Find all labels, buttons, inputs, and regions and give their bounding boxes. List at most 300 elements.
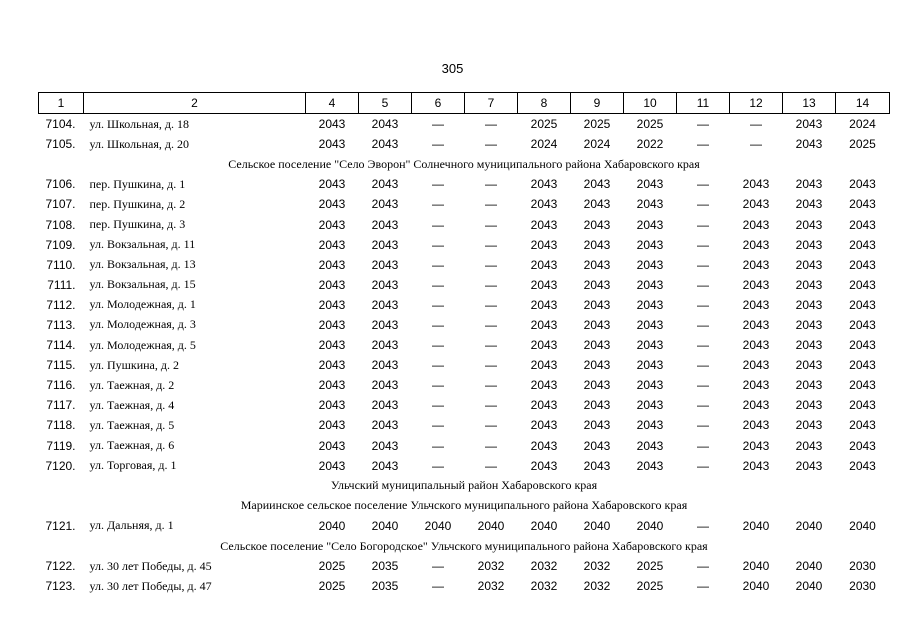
- value-cell: 2043: [636, 197, 664, 212]
- value-cell: —: [697, 579, 709, 594]
- value-cell: 2035: [371, 559, 399, 574]
- value-cell: 2043: [371, 177, 399, 192]
- value-cell: —: [432, 338, 444, 353]
- row-number: 7110.: [46, 257, 76, 272]
- value-cell: —: [485, 338, 497, 353]
- value-cell: 2043: [318, 197, 346, 212]
- value-cell: 2043: [849, 358, 876, 373]
- value-cell: 2024: [530, 137, 558, 152]
- table-row: [39, 174, 890, 194]
- value-cell: 2043: [636, 418, 664, 433]
- section-row: [39, 154, 890, 174]
- address-cell: пер. Пушкина, д. 1: [89, 176, 186, 191]
- value-cell: 2043: [742, 257, 770, 272]
- value-cell: 2043: [849, 257, 876, 272]
- row-number: 7104.: [45, 117, 76, 132]
- value-cell: 2043: [742, 317, 770, 332]
- value-cell: —: [485, 458, 497, 473]
- value-cell: —: [697, 117, 709, 132]
- value-cell: 2043: [849, 418, 876, 433]
- value-cell: 2043: [636, 217, 664, 232]
- value-cell: —: [485, 197, 497, 212]
- value-cell: 2043: [371, 378, 399, 393]
- value-cell: 2043: [636, 317, 664, 332]
- value-cell: 2043: [636, 458, 664, 473]
- value-cell: 2043: [530, 297, 558, 312]
- column-header: 12: [730, 93, 783, 114]
- value-cell: —: [485, 117, 497, 132]
- value-cell: 2043: [742, 277, 770, 292]
- value-cell: 2043: [530, 378, 558, 393]
- value-cell: 2043: [371, 398, 399, 413]
- row-number: 7119.: [46, 438, 76, 453]
- value-cell: 2024: [849, 117, 876, 132]
- value-cell: 2043: [795, 117, 823, 132]
- value-cell: 2043: [583, 217, 611, 232]
- row-number: 7106.: [45, 177, 76, 192]
- value-cell: 2043: [583, 338, 611, 353]
- value-cell: 2043: [371, 458, 399, 473]
- value-cell: 2032: [583, 559, 611, 574]
- value-cell: —: [485, 418, 497, 433]
- row-number: 7107.: [45, 197, 76, 212]
- value-cell: —: [485, 277, 497, 292]
- value-cell: 2043: [795, 378, 823, 393]
- value-cell: 2043: [742, 197, 770, 212]
- value-cell: —: [750, 117, 762, 132]
- value-cell: —: [485, 257, 497, 272]
- value-cell: 2043: [795, 197, 823, 212]
- value-cell: 2043: [795, 438, 823, 453]
- section-row: [39, 536, 890, 556]
- row-number: 7111.: [47, 277, 76, 292]
- value-cell: 2043: [636, 398, 664, 413]
- value-cell: —: [697, 257, 709, 272]
- value-cell: 2043: [530, 197, 558, 212]
- value-cell: 2043: [849, 297, 876, 312]
- value-cell: —: [485, 217, 497, 232]
- value-cell: —: [697, 237, 709, 252]
- value-cell: —: [432, 197, 444, 212]
- table-row: [39, 355, 890, 375]
- address-cell: ул. Вокзальная, д. 13: [89, 257, 196, 272]
- address-cell: ул. Молодежная, д. 3: [89, 317, 196, 332]
- value-cell: 2040: [424, 518, 452, 533]
- value-cell: 2043: [795, 297, 823, 312]
- value-cell: 2040: [795, 559, 823, 574]
- value-cell: 2043: [795, 137, 823, 152]
- value-cell: 2043: [318, 358, 346, 373]
- value-cell: 2040: [742, 559, 770, 574]
- address-cell: ул. Молодежная, д. 5: [89, 337, 196, 352]
- value-cell: 2043: [318, 378, 346, 393]
- value-cell: —: [697, 317, 709, 332]
- value-cell: 2043: [530, 177, 558, 192]
- value-cell: 2040: [795, 518, 823, 533]
- value-cell: —: [432, 458, 444, 473]
- value-cell: 2043: [530, 317, 558, 332]
- value-cell: —: [697, 137, 709, 152]
- column-header: 11: [677, 93, 730, 114]
- value-cell: 2043: [318, 257, 346, 272]
- value-cell: 2043: [318, 217, 346, 232]
- value-cell: 2043: [795, 358, 823, 373]
- value-cell: 2043: [583, 177, 611, 192]
- value-cell: 2043: [795, 277, 823, 292]
- column-header: 13: [783, 93, 836, 114]
- row-number: 7122.: [45, 559, 76, 574]
- value-cell: 2040: [742, 579, 770, 594]
- value-cell: 2043: [795, 237, 823, 252]
- table-body: [39, 114, 890, 597]
- value-cell: 2043: [742, 297, 770, 312]
- value-cell: 2043: [795, 217, 823, 232]
- value-cell: 2025: [636, 579, 664, 594]
- value-cell: —: [432, 237, 444, 252]
- value-cell: 2043: [849, 177, 876, 192]
- value-cell: —: [697, 338, 709, 353]
- value-cell: —: [432, 418, 444, 433]
- value-cell: 2043: [742, 237, 770, 252]
- table-row: [39, 436, 890, 456]
- value-cell: —: [697, 358, 709, 373]
- value-cell: 2040: [742, 518, 770, 533]
- value-cell: 2043: [636, 237, 664, 252]
- value-cell: 2040: [371, 518, 399, 533]
- address-cell: ул. Таежная, д. 6: [89, 438, 175, 453]
- value-cell: 2043: [849, 438, 876, 453]
- value-cell: —: [697, 277, 709, 292]
- value-cell: 2040: [636, 518, 664, 533]
- value-cell: 2043: [742, 358, 770, 373]
- address-cell: ул. Таежная, д. 2: [89, 377, 175, 392]
- value-cell: —: [697, 297, 709, 312]
- value-cell: 2043: [318, 277, 346, 292]
- value-cell: 2043: [636, 338, 664, 353]
- table-row: [39, 516, 890, 536]
- value-cell: 2043: [583, 438, 611, 453]
- value-cell: 2043: [849, 217, 876, 232]
- value-cell: 2043: [849, 378, 876, 393]
- table-row: [39, 335, 890, 355]
- row-number: 7108.: [45, 217, 76, 232]
- value-cell: 2043: [849, 398, 876, 413]
- value-cell: 2043: [530, 277, 558, 292]
- table-row: [39, 214, 890, 234]
- value-cell: —: [432, 177, 444, 192]
- value-cell: 2043: [636, 257, 664, 272]
- column-header: 1: [39, 93, 84, 114]
- value-cell: 2043: [371, 358, 399, 373]
- table-row: [39, 556, 890, 576]
- value-cell: 2043: [742, 217, 770, 232]
- table-row: [39, 456, 890, 476]
- value-cell: 2032: [477, 559, 505, 574]
- column-header: 4: [306, 93, 359, 114]
- value-cell: —: [432, 117, 444, 132]
- value-cell: 2032: [530, 559, 558, 574]
- value-cell: 2043: [530, 438, 558, 453]
- value-cell: —: [432, 217, 444, 232]
- table-row: [39, 375, 890, 395]
- value-cell: 2043: [795, 418, 823, 433]
- value-cell: —: [697, 177, 709, 192]
- value-cell: 2043: [795, 458, 823, 473]
- value-cell: —: [485, 137, 497, 152]
- value-cell: 2043: [530, 237, 558, 252]
- table-row: [39, 295, 890, 315]
- value-cell: 2043: [318, 237, 346, 252]
- table-row: [39, 315, 890, 335]
- column-header: 14: [836, 93, 890, 114]
- value-cell: 2040: [318, 518, 346, 533]
- value-cell: 2043: [318, 458, 346, 473]
- value-cell: 2043: [795, 317, 823, 332]
- value-cell: —: [432, 579, 444, 594]
- address-cell: пер. Пушкина, д. 3: [89, 217, 186, 232]
- value-cell: —: [697, 559, 709, 574]
- value-cell: 2043: [795, 257, 823, 272]
- value-cell: 2043: [318, 438, 346, 453]
- address-cell: ул. Молодежная, д. 1: [89, 297, 196, 312]
- value-cell: 2043: [318, 137, 346, 152]
- value-cell: 2043: [583, 237, 611, 252]
- address-cell: ул. Школьная, д. 20: [89, 136, 189, 151]
- value-cell: 2025: [636, 559, 664, 574]
- row-number: 7113.: [46, 317, 76, 332]
- value-cell: 2043: [583, 378, 611, 393]
- value-cell: 2043: [371, 277, 399, 292]
- section-row: [39, 496, 890, 516]
- value-cell: 2043: [742, 338, 770, 353]
- value-cell: 2030: [849, 559, 876, 574]
- row-number: 7115.: [46, 358, 76, 373]
- value-cell: 2043: [795, 177, 823, 192]
- value-cell: 2043: [583, 398, 611, 413]
- table-row: [39, 134, 890, 154]
- value-cell: 2043: [530, 358, 558, 373]
- value-cell: —: [485, 358, 497, 373]
- value-cell: —: [432, 559, 444, 574]
- value-cell: 2043: [371, 257, 399, 272]
- value-cell: 2043: [371, 197, 399, 212]
- column-header: 5: [359, 93, 412, 114]
- value-cell: 2043: [371, 237, 399, 252]
- value-cell: 2035: [371, 579, 399, 594]
- value-cell: 2040: [583, 518, 611, 533]
- value-cell: 2040: [530, 518, 558, 533]
- value-cell: 2043: [636, 438, 664, 453]
- value-cell: —: [697, 418, 709, 433]
- value-cell: 2024: [583, 137, 611, 152]
- value-cell: 2043: [636, 297, 664, 312]
- column-header: 6: [412, 93, 465, 114]
- row-number: 7109.: [45, 237, 76, 252]
- value-cell: 2043: [530, 418, 558, 433]
- value-cell: 2043: [371, 297, 399, 312]
- value-cell: 2043: [583, 197, 611, 212]
- table-row: [39, 576, 890, 596]
- value-cell: —: [697, 398, 709, 413]
- row-number: 7123.: [45, 579, 76, 594]
- value-cell: 2043: [849, 317, 876, 332]
- table-row: [39, 255, 890, 275]
- value-cell: 2043: [849, 197, 876, 212]
- value-cell: —: [697, 518, 709, 533]
- value-cell: 2043: [371, 438, 399, 453]
- row-number: 7117.: [46, 398, 76, 413]
- address-cell: ул. Вокзальная, д. 11: [89, 237, 196, 252]
- column-header: 8: [518, 93, 571, 114]
- value-cell: —: [485, 438, 497, 453]
- value-cell: 2043: [530, 257, 558, 272]
- value-cell: 2040: [795, 579, 823, 594]
- value-cell: 2043: [583, 257, 611, 272]
- table-row: [39, 275, 890, 295]
- value-cell: 2043: [318, 338, 346, 353]
- section-title: Сельское поселение "Село Богородское" Ульчского муниципального района Хабаровского края: [220, 538, 708, 553]
- address-cell: ул. Таежная, д. 4: [89, 397, 175, 412]
- row-number: 7118.: [46, 418, 76, 433]
- value-cell: 2025: [318, 559, 346, 574]
- value-cell: —: [432, 297, 444, 312]
- value-cell: 2043: [636, 177, 664, 192]
- value-cell: —: [485, 237, 497, 252]
- value-cell: 2043: [583, 297, 611, 312]
- value-cell: 2043: [371, 137, 399, 152]
- value-cell: —: [485, 317, 497, 332]
- value-cell: 2043: [742, 418, 770, 433]
- value-cell: 2043: [636, 378, 664, 393]
- value-cell: 2043: [530, 338, 558, 353]
- row-number: 7114.: [46, 338, 76, 353]
- address-cell: ул. Пушкина, д. 2: [89, 357, 179, 372]
- value-cell: 2043: [795, 398, 823, 413]
- value-cell: —: [485, 177, 497, 192]
- value-cell: 2043: [742, 458, 770, 473]
- value-cell: 2043: [849, 237, 876, 252]
- value-cell: —: [697, 197, 709, 212]
- column-header: 7: [465, 93, 518, 114]
- value-cell: 2043: [742, 378, 770, 393]
- value-cell: —: [432, 438, 444, 453]
- value-cell: 2043: [795, 338, 823, 353]
- value-cell: 2043: [371, 338, 399, 353]
- value-cell: 2043: [530, 217, 558, 232]
- value-cell: —: [432, 317, 444, 332]
- section-title: Мариинское сельское поселение Ульчского муниципального района Хабаровского края: [240, 498, 688, 513]
- table-row: [39, 235, 890, 255]
- value-cell: 2025: [849, 137, 876, 152]
- value-cell: 2043: [636, 277, 664, 292]
- row-number: 7112.: [46, 297, 76, 312]
- table-header-row: [39, 93, 890, 114]
- value-cell: —: [485, 378, 497, 393]
- value-cell: 2043: [318, 398, 346, 413]
- page-number: 305: [441, 61, 464, 76]
- value-cell: 2025: [530, 117, 558, 132]
- row-number: 7120.: [45, 458, 76, 473]
- value-cell: 2040: [849, 518, 876, 533]
- value-cell: 2043: [318, 177, 346, 192]
- value-cell: 2043: [530, 398, 558, 413]
- address-cell: пер. Пушкина, д. 2: [89, 196, 186, 211]
- column-header: 2: [84, 93, 306, 114]
- value-cell: 2043: [318, 297, 346, 312]
- value-cell: 2032: [583, 579, 611, 594]
- value-cell: 2025: [583, 117, 611, 132]
- value-cell: 2043: [849, 338, 876, 353]
- table-row: [39, 194, 890, 214]
- value-cell: 2030: [849, 579, 876, 594]
- value-cell: —: [432, 378, 444, 393]
- value-cell: —: [697, 438, 709, 453]
- value-cell: 2043: [636, 358, 664, 373]
- address-cell: ул. Таежная, д. 5: [89, 417, 175, 432]
- column-header: 9: [571, 93, 624, 114]
- value-cell: 2043: [583, 317, 611, 332]
- value-cell: —: [432, 398, 444, 413]
- value-cell: —: [432, 137, 444, 152]
- address-cell: ул. 30 лет Победы, д. 47: [89, 578, 212, 593]
- value-cell: —: [697, 217, 709, 232]
- value-cell: 2040: [477, 518, 505, 533]
- value-cell: 2043: [318, 317, 346, 332]
- column-header: 10: [624, 93, 677, 114]
- table-row: [39, 395, 890, 415]
- value-cell: 2043: [742, 438, 770, 453]
- value-cell: 2043: [583, 458, 611, 473]
- value-cell: 2025: [318, 579, 346, 594]
- value-cell: 2025: [636, 117, 664, 132]
- value-cell: —: [432, 277, 444, 292]
- address-cell: ул. Торговая, д. 1: [89, 458, 177, 473]
- data-table: [38, 92, 890, 596]
- value-cell: 2022: [636, 137, 664, 152]
- row-number: 7116.: [46, 378, 76, 393]
- value-cell: 2043: [371, 117, 399, 132]
- value-cell: 2043: [318, 418, 346, 433]
- value-cell: 2032: [477, 579, 505, 594]
- value-cell: 2043: [583, 418, 611, 433]
- value-cell: 2043: [849, 277, 876, 292]
- value-cell: 2043: [371, 418, 399, 433]
- row-number: 7105.: [45, 137, 76, 152]
- table-row: [39, 114, 890, 135]
- address-cell: ул. Вокзальная, д. 15: [89, 277, 196, 292]
- value-cell: 2043: [742, 398, 770, 413]
- value-cell: 2043: [583, 277, 611, 292]
- value-cell: 2043: [371, 317, 399, 332]
- value-cell: —: [750, 137, 762, 152]
- value-cell: —: [485, 398, 497, 413]
- table-row: [39, 415, 890, 435]
- section-title: Сельское поселение "Село Эворон" Солнечного муниципального района Хабаровского края: [228, 156, 700, 171]
- value-cell: —: [697, 378, 709, 393]
- address-cell: ул. Школьная, д. 18: [89, 116, 189, 131]
- value-cell: —: [697, 458, 709, 473]
- section-row: [39, 476, 890, 496]
- value-cell: 2032: [530, 579, 558, 594]
- value-cell: —: [485, 297, 497, 312]
- address-cell: ул. Дальняя, д. 1: [89, 518, 174, 533]
- value-cell: 2043: [583, 358, 611, 373]
- value-cell: 2043: [849, 458, 876, 473]
- value-cell: —: [432, 358, 444, 373]
- value-cell: —: [432, 257, 444, 272]
- value-cell: 2043: [742, 177, 770, 192]
- value-cell: 2043: [371, 217, 399, 232]
